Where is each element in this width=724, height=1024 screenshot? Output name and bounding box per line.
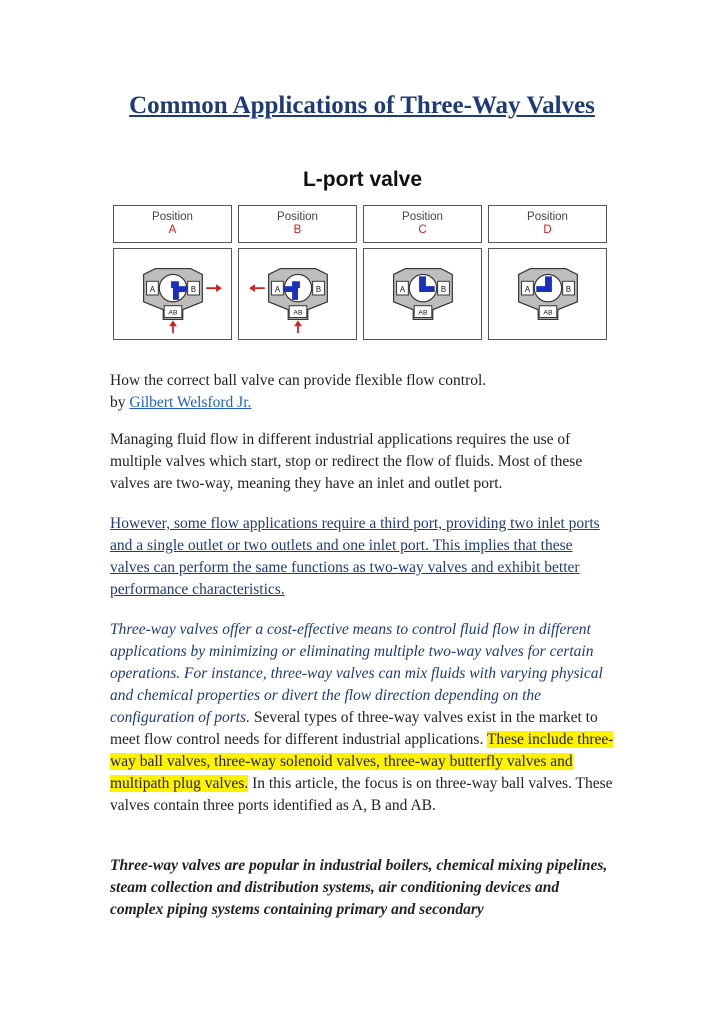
italic-text: Three-way valves offer a cost-effective means to control fluid flow in different applications by minimizing or eliminating multiple two-way valves for certain operations. For instance, three-way valves can mix fluids with varying physical and chemical properties or divert the flow direction depending on the configuration of ports. xyxy=(110,621,603,726)
page-title: Common Applications of Three-Way Valves xyxy=(129,92,595,119)
port-b-label: B xyxy=(190,285,197,295)
plain-text: Several types of three-way valves exist in the market to meet flow control needs for different industrial applications. xyxy=(110,709,598,748)
port-ab-label: AB xyxy=(168,309,178,317)
position-b-label xyxy=(238,205,357,243)
position-d-label xyxy=(488,205,607,243)
l-port-valve-figure xyxy=(110,160,615,350)
figure-caption xyxy=(110,370,615,414)
port-ab-label: AB xyxy=(293,309,303,317)
port-a-label: A xyxy=(149,285,156,295)
highlighted-text: These include three-way ball valves, three-way solenoid valves, three-way butterfly valves and multipath plug valves. xyxy=(110,731,614,792)
position-word: Position xyxy=(152,211,193,223)
valve-diagram-b xyxy=(238,248,357,340)
port-b-label: B xyxy=(315,285,322,295)
position-letter: A xyxy=(168,224,177,236)
valve-c-icon xyxy=(364,249,481,339)
valve-diagram-d xyxy=(488,248,607,340)
position-a-label xyxy=(113,205,232,243)
valve-a-icon xyxy=(114,249,231,339)
byline-prefix: by xyxy=(110,394,130,411)
port-b-label: B xyxy=(440,285,447,295)
author-link[interactable]: Gilbert Welsford Jr. xyxy=(129,394,252,411)
valve-b-icon xyxy=(239,249,356,339)
position-letter: C xyxy=(418,224,427,236)
valve-diagram-a xyxy=(113,248,232,340)
position-word: Position xyxy=(402,211,443,223)
port-a-label: A xyxy=(399,285,406,295)
position-c-label xyxy=(363,205,482,243)
position-letter: D xyxy=(543,224,552,236)
plain-text-end: In this article, the focus is on three-way ball valves. These valves contain three ports identified as A, B and AB. xyxy=(110,775,613,814)
caption-text: How the correct ball valve can provide flexible flow control. xyxy=(110,372,487,389)
bold-italic-paragraph: Three-way valves are popular in industrial boilers, chemical mixing pipelines, steam collection and distribution systems, air conditioning devices and complex piping systems containing primary and secondary xyxy=(110,857,608,918)
port-a-label: A xyxy=(274,285,281,295)
port-b-label: B xyxy=(565,285,572,295)
position-word: Position xyxy=(277,211,318,223)
port-ab-label: AB xyxy=(543,309,553,317)
figure-title: L-port valve xyxy=(302,168,423,191)
valve-d-icon xyxy=(489,249,606,339)
position-letter: B xyxy=(293,224,302,236)
linked-paragraph[interactable]: However, some flow applications require a third port, providing two inlet ports and a single outlet or two outlets and one inlet port. This implies that these valves can perform the same functions as two-way valves and exhibit better performance characteristics. xyxy=(110,515,600,598)
valve-diagram-c xyxy=(363,248,482,340)
port-ab-label: AB xyxy=(418,309,428,317)
position-word: Position xyxy=(527,211,568,223)
port-a-label: A xyxy=(524,285,531,295)
body-paragraph xyxy=(110,619,615,817)
intro-paragraph: Managing fluid flow in different industrial applications requires the use of multiple valves which start, stop or redirect the flow of fluids. Most of these valves are two-way, meaning they have an inlet and outlet port. xyxy=(110,431,583,492)
